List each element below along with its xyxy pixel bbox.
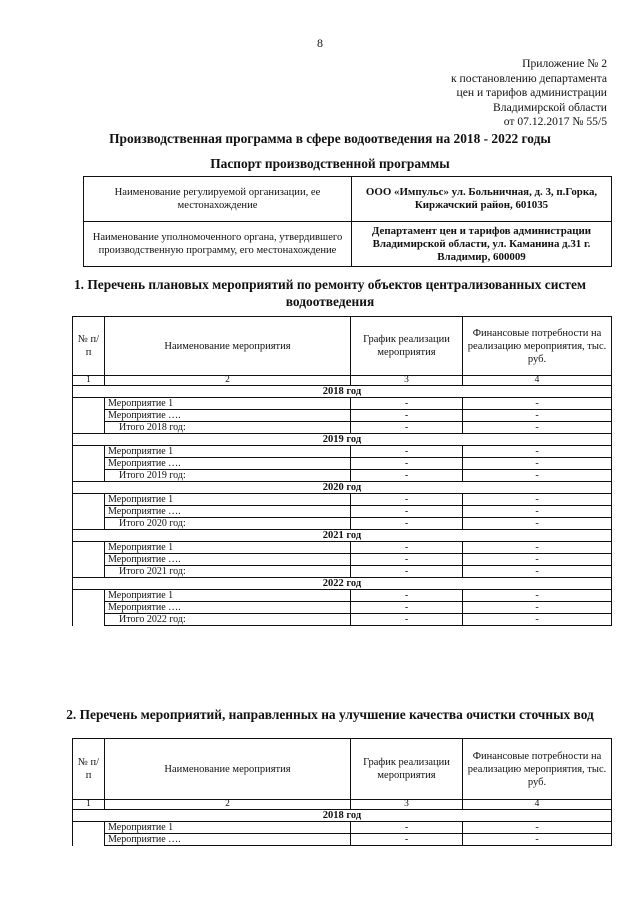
- passport-table: [83, 176, 612, 267]
- appendix-line: Владимирской области: [493, 100, 607, 114]
- section2-title: 2. Перечень мероприятий, направленных на улучшение качества очистки сточных вод: [66, 707, 594, 722]
- event-name: Мероприятие 1: [105, 494, 351, 506]
- table-row: [73, 542, 612, 554]
- cost-cell: -: [463, 422, 612, 434]
- row-number-cell: [73, 822, 105, 834]
- event-name: Мероприятие 1: [105, 542, 351, 554]
- row-number-cell: [73, 834, 105, 846]
- column-header-number: № п/п: [73, 739, 105, 800]
- cost-cell: -: [463, 614, 612, 626]
- column-number: 3: [351, 800, 463, 810]
- cost-cell: -: [463, 566, 612, 578]
- column-number: 4: [463, 800, 612, 810]
- column-number: 1: [73, 376, 105, 386]
- row-number-cell: [73, 494, 105, 506]
- table-row: [73, 602, 612, 614]
- event-name: Мероприятие ….: [105, 410, 351, 422]
- row-number-cell: [73, 554, 105, 566]
- schedule-cell: -: [351, 566, 463, 578]
- schedule-cell: -: [351, 614, 463, 626]
- year-label: 2021 год: [73, 530, 612, 542]
- event-name: Мероприятие ….: [105, 602, 351, 614]
- schedule-cell: -: [351, 554, 463, 566]
- year-row: [73, 434, 612, 446]
- table-row: [73, 494, 612, 506]
- table-header-row: [73, 739, 612, 800]
- table-row: [73, 834, 612, 846]
- cost-cell: -: [463, 494, 612, 506]
- year-row: [73, 810, 612, 822]
- cost-cell: -: [463, 458, 612, 470]
- table-row: [73, 398, 612, 410]
- table-row: [73, 518, 612, 530]
- row-number-cell: [73, 602, 105, 614]
- appendix-line: от 07.12.2017 № 55/5: [503, 115, 607, 128]
- year-label: 2018 год: [73, 810, 612, 822]
- table-row: [73, 422, 612, 434]
- column-numbers-row: [73, 376, 612, 386]
- schedule-cell: -: [351, 422, 463, 434]
- table-row: [73, 458, 612, 470]
- cost-cell: -: [463, 398, 612, 410]
- appendix-line: Приложение № 2: [522, 57, 607, 70]
- total-label: Итого 2019 год:: [105, 470, 351, 482]
- year-label: 2018 год: [73, 386, 612, 398]
- column-number: 1: [73, 800, 105, 810]
- row-number-cell: [73, 614, 105, 626]
- appendix-line: к постановлению департамента: [451, 71, 607, 85]
- column-header-name: Наименование мероприятия: [105, 739, 351, 800]
- schedule-cell: -: [351, 590, 463, 602]
- year-label: 2022 год: [73, 578, 612, 590]
- column-number: 3: [351, 376, 463, 386]
- table-row: [73, 822, 612, 834]
- total-label: Итого 2021 год:: [105, 566, 351, 578]
- table-header-row: [73, 317, 612, 376]
- schedule-cell: -: [351, 822, 463, 834]
- event-name: Мероприятие 1: [105, 822, 351, 834]
- cost-cell: -: [463, 470, 612, 482]
- section1-table: [72, 316, 612, 626]
- total-label: Итого 2020 год:: [105, 518, 351, 530]
- total-label: Итого 2022 год:: [105, 614, 351, 626]
- event-name: Мероприятие ….: [105, 554, 351, 566]
- row-number-cell: [73, 542, 105, 554]
- program-title: Производственная программа в сфере водоотведения на 2018 - 2022 годы: [109, 131, 551, 146]
- column-number: 4: [463, 376, 612, 386]
- cost-cell: -: [463, 822, 612, 834]
- passport-title: Паспорт производственной программы: [210, 156, 450, 171]
- cost-cell: -: [463, 542, 612, 554]
- table-row: [73, 554, 612, 566]
- cost-cell: -: [463, 554, 612, 566]
- cost-cell: -: [463, 834, 612, 846]
- column-header-name: Наименование мероприятия: [105, 317, 351, 376]
- passport-label: Наименование уполномоченного органа, утвердившего производственную программу, его местонахождение: [84, 222, 352, 267]
- passport-value: Департамент цен и тарифов администрации Владимирской области, ул. Каманина д.31 г. Владимир, 600009: [352, 222, 612, 267]
- year-label: 2019 год: [73, 434, 612, 446]
- column-header-cost: Финансовые потребности на реализацию мероприятия, тыс. руб.: [463, 317, 612, 376]
- page-number: 8: [317, 36, 323, 50]
- passport-value: ООО «Импульс» ул. Больничная, д. 3, п.Горка, Киржачский район, 601035: [352, 177, 612, 222]
- column-header-number: № п/п: [73, 317, 105, 376]
- passport-row: [84, 177, 612, 222]
- year-row: [73, 530, 612, 542]
- cost-cell: -: [463, 446, 612, 458]
- section2-table: [72, 738, 612, 846]
- year-row: [73, 482, 612, 494]
- schedule-cell: -: [351, 458, 463, 470]
- cost-cell: -: [463, 410, 612, 422]
- schedule-cell: -: [351, 470, 463, 482]
- table-row: [73, 470, 612, 482]
- total-label: Итого 2018 год:: [105, 422, 351, 434]
- year-row: [73, 386, 612, 398]
- schedule-cell: -: [351, 542, 463, 554]
- passport-label: Наименование регулируемой организации, ее местонахождение: [84, 177, 352, 222]
- appendix-line: цен и тарифов администрации: [456, 86, 607, 99]
- row-number-cell: [73, 590, 105, 602]
- table-row: [73, 590, 612, 602]
- event-name: Мероприятие 1: [105, 446, 351, 458]
- row-number-cell: [73, 458, 105, 470]
- column-header-schedule: График реализации мероприятия: [351, 739, 463, 800]
- column-numbers-row: [73, 800, 612, 810]
- schedule-cell: -: [351, 410, 463, 422]
- schedule-cell: -: [351, 518, 463, 530]
- passport-row: [84, 222, 612, 267]
- schedule-cell: -: [351, 834, 463, 846]
- year-row: [73, 578, 612, 590]
- table-row: [73, 566, 612, 578]
- schedule-cell: -: [351, 494, 463, 506]
- table-row: [73, 506, 612, 518]
- event-name: Мероприятие 1: [105, 398, 351, 410]
- table-row: [73, 446, 612, 458]
- row-number-cell: [73, 410, 105, 422]
- row-number-cell: [73, 470, 105, 482]
- column-header-schedule: График реализации мероприятия: [351, 317, 463, 376]
- event-name: Мероприятие ….: [105, 834, 351, 846]
- cost-cell: -: [463, 506, 612, 518]
- schedule-cell: -: [351, 446, 463, 458]
- event-name: Мероприятие ….: [105, 506, 351, 518]
- table-row: [73, 410, 612, 422]
- event-name: Мероприятие 1: [105, 590, 351, 602]
- row-number-cell: [73, 422, 105, 434]
- table-row: [73, 614, 612, 626]
- year-label: 2020 год: [73, 482, 612, 494]
- cost-cell: -: [463, 602, 612, 614]
- row-number-cell: [73, 398, 105, 410]
- event-name: Мероприятие ….: [105, 458, 351, 470]
- column-number: 2: [105, 376, 351, 386]
- column-header-cost: Финансовые потребности на реализацию мероприятия, тыс. руб.: [463, 739, 612, 800]
- row-number-cell: [73, 446, 105, 458]
- cost-cell: -: [463, 590, 612, 602]
- column-number: 2: [105, 800, 351, 810]
- row-number-cell: [73, 566, 105, 578]
- schedule-cell: -: [351, 506, 463, 518]
- cost-cell: -: [463, 518, 612, 530]
- schedule-cell: -: [351, 602, 463, 614]
- section1-title: 1. Перечень плановых мероприятий по ремонту объектов централизованных систем водоотведения: [73, 277, 587, 309]
- row-number-cell: [73, 518, 105, 530]
- appendix-header: [451, 57, 607, 130]
- schedule-cell: -: [351, 398, 463, 410]
- row-number-cell: [73, 506, 105, 518]
